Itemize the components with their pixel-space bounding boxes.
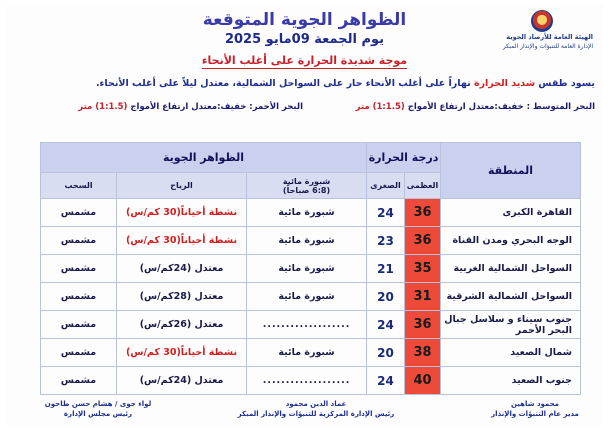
description-suffix: نهاراً على أغلب الأنحاء حار على السواحل الشمالية، معتدل ليلاً على أغلب الأنحاء.: [95, 78, 474, 89]
signer-forecast-director: [475, 399, 595, 419]
wind-cell: نشطة أحياناً(30 كم/س): [117, 199, 247, 227]
table-row: [41, 283, 581, 311]
cloud-cell: مشمس: [41, 367, 117, 395]
max-temp-cell: 36: [405, 199, 441, 227]
signer-central-head: [226, 399, 406, 419]
wind-cell: معتدل (24كم/س): [117, 255, 247, 283]
sea-red-value: (1:1.5) متر: [78, 102, 128, 112]
region-cell: جنوب الصعيد: [441, 367, 581, 395]
forecast-bulletin: [6, 4, 603, 426]
min-temp-cell: 23: [367, 227, 405, 255]
forecast-table: [40, 142, 581, 395]
signer-title: رئيس الإدارة المركزية للتنبؤات والإنذار المبكر: [237, 410, 395, 418]
header-region: المنطقة: [441, 143, 581, 199]
table-row: [41, 339, 581, 367]
header-humidity-time: (6:8 صباحاً): [282, 185, 331, 195]
max-temp-cell: 31: [405, 283, 441, 311]
humidity-cell: شبورة مائية: [247, 199, 367, 227]
min-temp-cell: 24: [367, 311, 405, 339]
header-phenomena: الظواهر الجوية: [41, 143, 367, 173]
region-cell: القاهرة الكبرى: [441, 199, 581, 227]
region-cell: السواحل الشمالية الشرقية: [441, 283, 581, 311]
humidity-cell: شبورة مائية: [247, 339, 367, 367]
signer-name: عماد الدين محمود: [285, 400, 347, 408]
min-temp-cell: 20: [367, 283, 405, 311]
max-temp-cell: 36: [405, 311, 441, 339]
sea-red: [78, 102, 303, 112]
table-body: [41, 199, 581, 395]
forecast-date: يوم الجمعة 09مايو 2025: [224, 32, 385, 47]
cloud-cell: مشمس: [41, 227, 117, 255]
cloud-cell: مشمس: [41, 311, 117, 339]
max-temp-cell: 36: [405, 227, 441, 255]
table-row: [41, 367, 581, 395]
signer-title: رئيس مجلس الإدارة: [63, 410, 133, 418]
min-temp-cell: 20: [367, 339, 405, 367]
cloud-cell: مشمس: [41, 255, 117, 283]
wind-cell: معتدل (26كم/س): [117, 311, 247, 339]
header-max: العظمى: [405, 173, 441, 199]
sea-red-text: البحر الأحمر: خفيف:معتدل ارتفاع الأمواج: [127, 102, 303, 112]
header-min: الصغرى: [367, 173, 405, 199]
cloud-cell: مشمس: [41, 339, 117, 367]
humidity-cell: ...................: [247, 311, 367, 339]
signer-name: محمود شاهين: [510, 400, 559, 408]
max-temp-cell: 35: [405, 255, 441, 283]
headline: [6, 54, 603, 67]
table-row: [41, 311, 581, 339]
org-department: الإدارة العامة للتنبؤات والإنذار المبكر: [502, 43, 593, 50]
table-row: [41, 199, 581, 227]
org-name: الهيئة العامة للأرصاد الجوية: [506, 33, 593, 41]
signer-title: مدير عام التنبؤات والإنذار: [491, 410, 579, 418]
min-temp-cell: 24: [367, 367, 405, 395]
description-prefix: يسود طقس: [535, 78, 595, 89]
header-humidity: [247, 173, 367, 199]
signer-chairman: [28, 399, 168, 419]
wind-cell: معتدل (28كم/س): [117, 283, 247, 311]
cloud-cell: مشمس: [41, 199, 117, 227]
description-hot: شديد الحرارة: [473, 78, 536, 89]
max-temp-cell: 38: [405, 339, 441, 367]
header-temperature: درجة الحرارة: [367, 143, 441, 173]
wind-cell: معتدل (24كم/س): [117, 367, 247, 395]
header-wind: الرياح: [117, 173, 247, 199]
table-row: [41, 255, 581, 283]
sea-med-text: البحر المتوسط : خفيف:معتدل ارتفاع الأمواج: [404, 102, 595, 112]
humidity-cell: شبورة مائية: [247, 227, 367, 255]
region-cell: جنوب سيناء و سلاسل جبال البحر الأحمر: [441, 311, 581, 339]
headline-text: موجة شديدة الحرارة على أغلب الأنحاء: [201, 54, 408, 67]
weather-description: [15, 78, 595, 89]
humidity-cell: شبورة مائية: [247, 283, 367, 311]
signer-name: لواء جوى / هشام حسن طاحون: [44, 400, 152, 408]
wind-cell: نشطة أحياناً(30 كم/س): [117, 339, 247, 367]
region-cell: شمال الصعيد: [441, 339, 581, 367]
sea-mediterranean: [356, 102, 595, 112]
min-temp-cell: 21: [367, 255, 405, 283]
header-cloud: السحب: [41, 173, 117, 199]
table-row: [41, 227, 581, 255]
sea-med-value: (1:1.5) متر: [355, 102, 405, 112]
page-title: الظواهر الجوية المتوقعة: [202, 10, 407, 30]
humidity-cell: شبورة مائية: [247, 255, 367, 283]
max-temp-cell: 40: [405, 367, 441, 395]
humidity-cell: ...................: [247, 367, 367, 395]
min-temp-cell: 24: [367, 199, 405, 227]
header-humidity-label: شبورة مائية: [282, 176, 331, 186]
cloud-cell: مشمس: [41, 283, 117, 311]
wind-cell: نشطة أحياناً(30 كم/س): [117, 227, 247, 255]
region-cell: السواحل الشمالية الغربية: [441, 255, 581, 283]
region-cell: الوجه البحري ومدن القناة: [441, 227, 581, 255]
